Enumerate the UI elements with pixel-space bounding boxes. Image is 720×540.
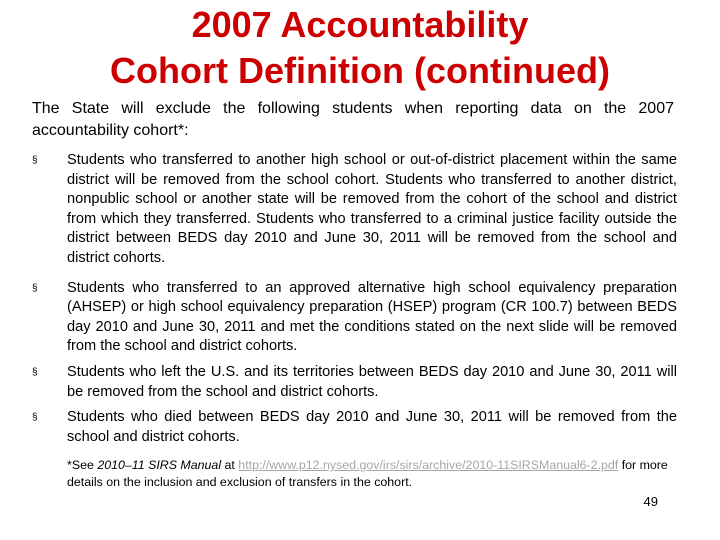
bullet-marker-icon: § bbox=[32, 366, 38, 378]
bullet-item bbox=[32, 408, 677, 447]
slide-title-line-2: Cohort Definition (continued) bbox=[110, 50, 610, 91]
footnote-manual-title: 2010–11 SIRS Manual bbox=[97, 458, 222, 472]
bullet-marker-icon: § bbox=[32, 412, 38, 424]
bullet-marker-icon: § bbox=[32, 282, 38, 294]
sirs-manual-link[interactable]: http://www.p12.nysed.gov/irs/sirs/archive/2010-11SIRSManual6-2.pdf bbox=[238, 458, 619, 472]
page-number: 49 bbox=[643, 494, 658, 509]
footnote-at: at bbox=[221, 458, 239, 472]
intro-text: The State will exclude the following students when reporting data on the 2007 accountability cohort*: bbox=[32, 100, 674, 139]
footnote-prefix: *See bbox=[67, 458, 98, 472]
bullet-text: Students who transferred to an approved alternative high school equivalency preparation (AHSEP) or high school equivalency preparation (HSEP) program (CR 100.7) between BEDS day 2010 and June 30, 2011 and met the conditions stated on the next slide will be removed from the school and district cohorts. bbox=[67, 279, 677, 355]
bullet-item bbox=[32, 151, 677, 269]
bullet-marker-icon: § bbox=[32, 155, 38, 166]
footnote-suffix: for more details on the inclusion and exclusion of transfers in the cohort. bbox=[67, 458, 668, 489]
slide-title-line-1: 2007 Accountability bbox=[191, 4, 529, 45]
slide-title bbox=[0, 2, 720, 94]
bullet-text: Students who died between BEDS day 2010 and June 30, 2011 will be removed from the school and district cohorts. bbox=[67, 409, 677, 445]
bullet-item bbox=[32, 279, 677, 357]
bullet-list bbox=[32, 151, 677, 447]
footnote bbox=[67, 457, 679, 491]
bullet-item bbox=[32, 363, 677, 402]
bullet-text: Students who transferred to another high school or out-of-district placement within the same district will be removed from the school cohort. Students who transferred to another district, nonpublic school or another state will be removed from the cohort of the school and district from which they transferred. Students who transferred to a criminal justice facility outside the district between BEDS day 2010 and June 30, 2011 will be removed from the school and district cohorts. bbox=[67, 152, 677, 266]
bullet-text: Students who left the U.S. and its territories between BEDS day 2010 and June 30, 2011 will be removed from the school and district cohorts. bbox=[67, 363, 677, 400]
